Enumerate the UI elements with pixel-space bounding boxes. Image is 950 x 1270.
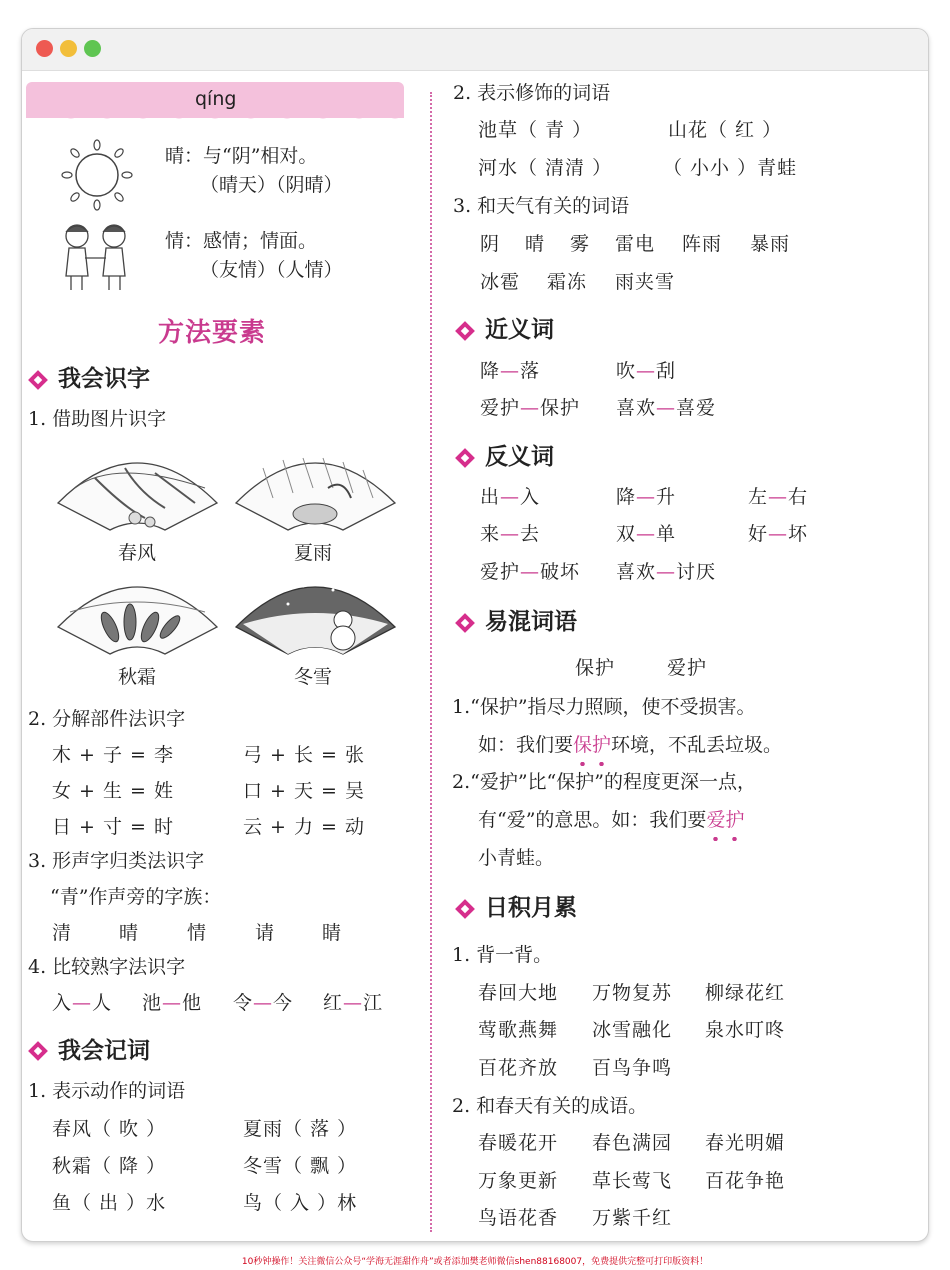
confusable-example-2-end: 小青蛙。	[478, 847, 555, 869]
decompose-formula: 云 + 力 = 动	[243, 816, 365, 838]
qing-family-char: 清	[52, 922, 73, 944]
method-heading: 方法要素	[158, 318, 267, 348]
weather-word: 雨夹雪	[615, 271, 676, 293]
antonym-pair: 左—右	[748, 486, 809, 508]
decompose-formula: 口 + 天 = 吴	[243, 780, 365, 802]
idiom: 春回大地	[478, 982, 559, 1004]
fan-picture-spring	[55, 448, 220, 538]
antonym-pair: 喜欢—讨厌	[616, 561, 717, 583]
confusable-example-2: 有“爱”的意思。如：我们要爱护	[478, 809, 745, 831]
section-confusables: 易混词语	[485, 609, 577, 635]
confusable-explain-1: 1.“保护”指尽力照顾，使不受损害。	[452, 696, 756, 718]
item-picture-method: 1. 借助图片识字	[28, 408, 167, 430]
antonym-pair: 来—去	[480, 523, 541, 545]
weather-word: 阴	[480, 233, 501, 255]
weather-word: 雾	[570, 233, 591, 255]
idiom: 百花齐放	[478, 1057, 559, 1079]
qing-family-char: 睛	[322, 922, 343, 944]
pic-label: 冬雪	[294, 666, 333, 688]
modifier-phrase: 池草（ 青 ）	[478, 119, 593, 141]
antonym-pair: 好—坏	[748, 523, 809, 545]
action-phrase: 冬雪（ 飘 ）	[243, 1155, 358, 1177]
compare-pair: 红—江	[323, 992, 384, 1014]
maximize-button[interactable]	[84, 40, 101, 57]
synonym-pair: 喜欢—喜爱	[616, 397, 717, 419]
footer-notice: 10秒钟操作！关注微信公众号“学海无涯甜作舟”或者添加樊老师微信shen88168007，免费提供完整可打印版资料！	[241, 1257, 709, 1267]
qing-sunny-words: （晴天）（阴晴）	[200, 174, 343, 196]
action-phrase: 鱼（ 出 ）水	[52, 1192, 167, 1214]
fan-picture-winter	[233, 572, 398, 662]
weather-word: 雷电	[615, 233, 656, 255]
antonym-pair: 出—入	[480, 486, 541, 508]
column-divider	[430, 92, 432, 1232]
antonym-pair: 降—升	[616, 486, 677, 508]
qing-feeling-def: 情：感情；情面。	[165, 230, 318, 252]
compare-pair: 入—人	[52, 992, 113, 1014]
pic-label: 夏雨	[294, 542, 333, 564]
decompose-formula: 女 + 生 = 姓	[52, 780, 174, 802]
synonym-pair: 爱护—保护	[480, 397, 581, 419]
item-modifier-words: 2. 表示修饰的词语	[453, 82, 611, 104]
item-recite: 1. 背一背。	[452, 944, 553, 966]
confusable-word: 爱护	[667, 657, 708, 679]
weather-word: 冰雹	[480, 271, 521, 293]
modifier-phrase: （ 小小 ）青蛙	[663, 157, 798, 179]
decompose-formula: 弓 + 长 = 张	[243, 744, 365, 766]
item-spring-idioms: 2. 和春天有关的成语。	[452, 1095, 648, 1117]
idiom: 万物复苏	[592, 982, 673, 1004]
qing-family-char: 请	[255, 922, 276, 944]
idiom: 万紫千红	[592, 1207, 673, 1229]
pinyin-label: qíng	[195, 88, 237, 110]
fan-picture-summer	[233, 448, 398, 538]
section-antonyms: 反义词	[485, 444, 554, 470]
qing-feeling-words: （友情）（人情）	[200, 259, 343, 281]
synonym-pair: 降—落	[480, 360, 541, 382]
idiom: 冰雪融化	[592, 1019, 673, 1041]
qing-family-char: 情	[187, 922, 208, 944]
item-decompose-method: 2. 分解部件法识字	[28, 708, 186, 730]
idiom: 草长莺飞	[592, 1170, 673, 1192]
compare-pair: 令—今	[233, 992, 294, 1014]
action-phrase: 鸟（ 入 ）林	[243, 1192, 358, 1214]
section-remember-words: 我会记词	[58, 1038, 150, 1064]
weather-word: 暴雨	[750, 233, 791, 255]
item-compare-method: 4. 比较熟字法识字	[28, 956, 186, 978]
idiom: 百鸟争鸣	[592, 1057, 673, 1079]
idiom: 柳绿花红	[705, 982, 786, 1004]
modifier-phrase: 山花（ 红 ）	[668, 119, 783, 141]
qing-sunny-def: 晴：与“阴”相对。	[165, 145, 318, 167]
section-synonyms: 近义词	[485, 317, 554, 343]
idiom: 春暖花开	[478, 1132, 559, 1154]
item-action-words: 1. 表示动作的词语	[28, 1080, 186, 1102]
synonym-pair: 吹—刮	[616, 360, 677, 382]
action-phrase: 秋霜（ 降 ）	[52, 1155, 167, 1177]
title-bar	[22, 29, 928, 71]
close-button[interactable]	[36, 40, 53, 57]
antonym-pair: 爱护—破坏	[480, 561, 581, 583]
compare-pair: 池—他	[142, 992, 203, 1014]
modifier-phrase: 河水（ 清清 ）	[478, 157, 613, 179]
confusable-explain-2: 2.“爱护”比“保护”的程度更深一点，	[452, 771, 756, 793]
action-phrase: 夏雨（ 落 ）	[243, 1118, 358, 1140]
phonetic-subtitle: “青”作声旁的字族：	[50, 886, 222, 908]
idiom: 万象更新	[478, 1170, 559, 1192]
decompose-formula: 木 + 子 = 李	[52, 744, 174, 766]
item-phonetic-method: 3. 形声字归类法识字	[28, 850, 205, 872]
section-accumulate: 日积月累	[485, 895, 577, 921]
weather-word: 晴	[525, 233, 546, 255]
qing-family-char: 晴	[119, 922, 140, 944]
weather-word: 阵雨	[682, 233, 723, 255]
idiom: 春色满园	[592, 1132, 673, 1154]
antonym-pair: 双—单	[616, 523, 677, 545]
minimize-button[interactable]	[60, 40, 77, 57]
idiom: 鸟语花香	[478, 1207, 559, 1229]
fan-picture-autumn	[55, 572, 220, 662]
action-phrase: 春风（ 吹 ）	[52, 1118, 167, 1140]
idiom: 百花争艳	[705, 1170, 786, 1192]
sun-icon	[60, 138, 134, 212]
banner-wave	[26, 112, 404, 122]
confusable-example-1: 如：我们要保护环境，不乱丢垃圾。	[478, 734, 783, 756]
section-recognize-chars: 我会识字	[58, 366, 150, 392]
idiom: 春光明媚	[705, 1132, 786, 1154]
decompose-formula: 日 + 寸 = 时	[52, 816, 174, 838]
idiom: 莺歌燕舞	[478, 1019, 559, 1041]
pic-label: 秋霜	[118, 666, 157, 688]
weather-word: 霜冻	[547, 271, 588, 293]
pic-label: 春风	[118, 542, 157, 564]
idiom: 泉水叮咚	[705, 1019, 786, 1041]
item-weather-words: 3. 和天气有关的词语	[453, 195, 630, 217]
friends-icon	[58, 220, 134, 292]
confusable-word: 保护	[575, 657, 616, 679]
